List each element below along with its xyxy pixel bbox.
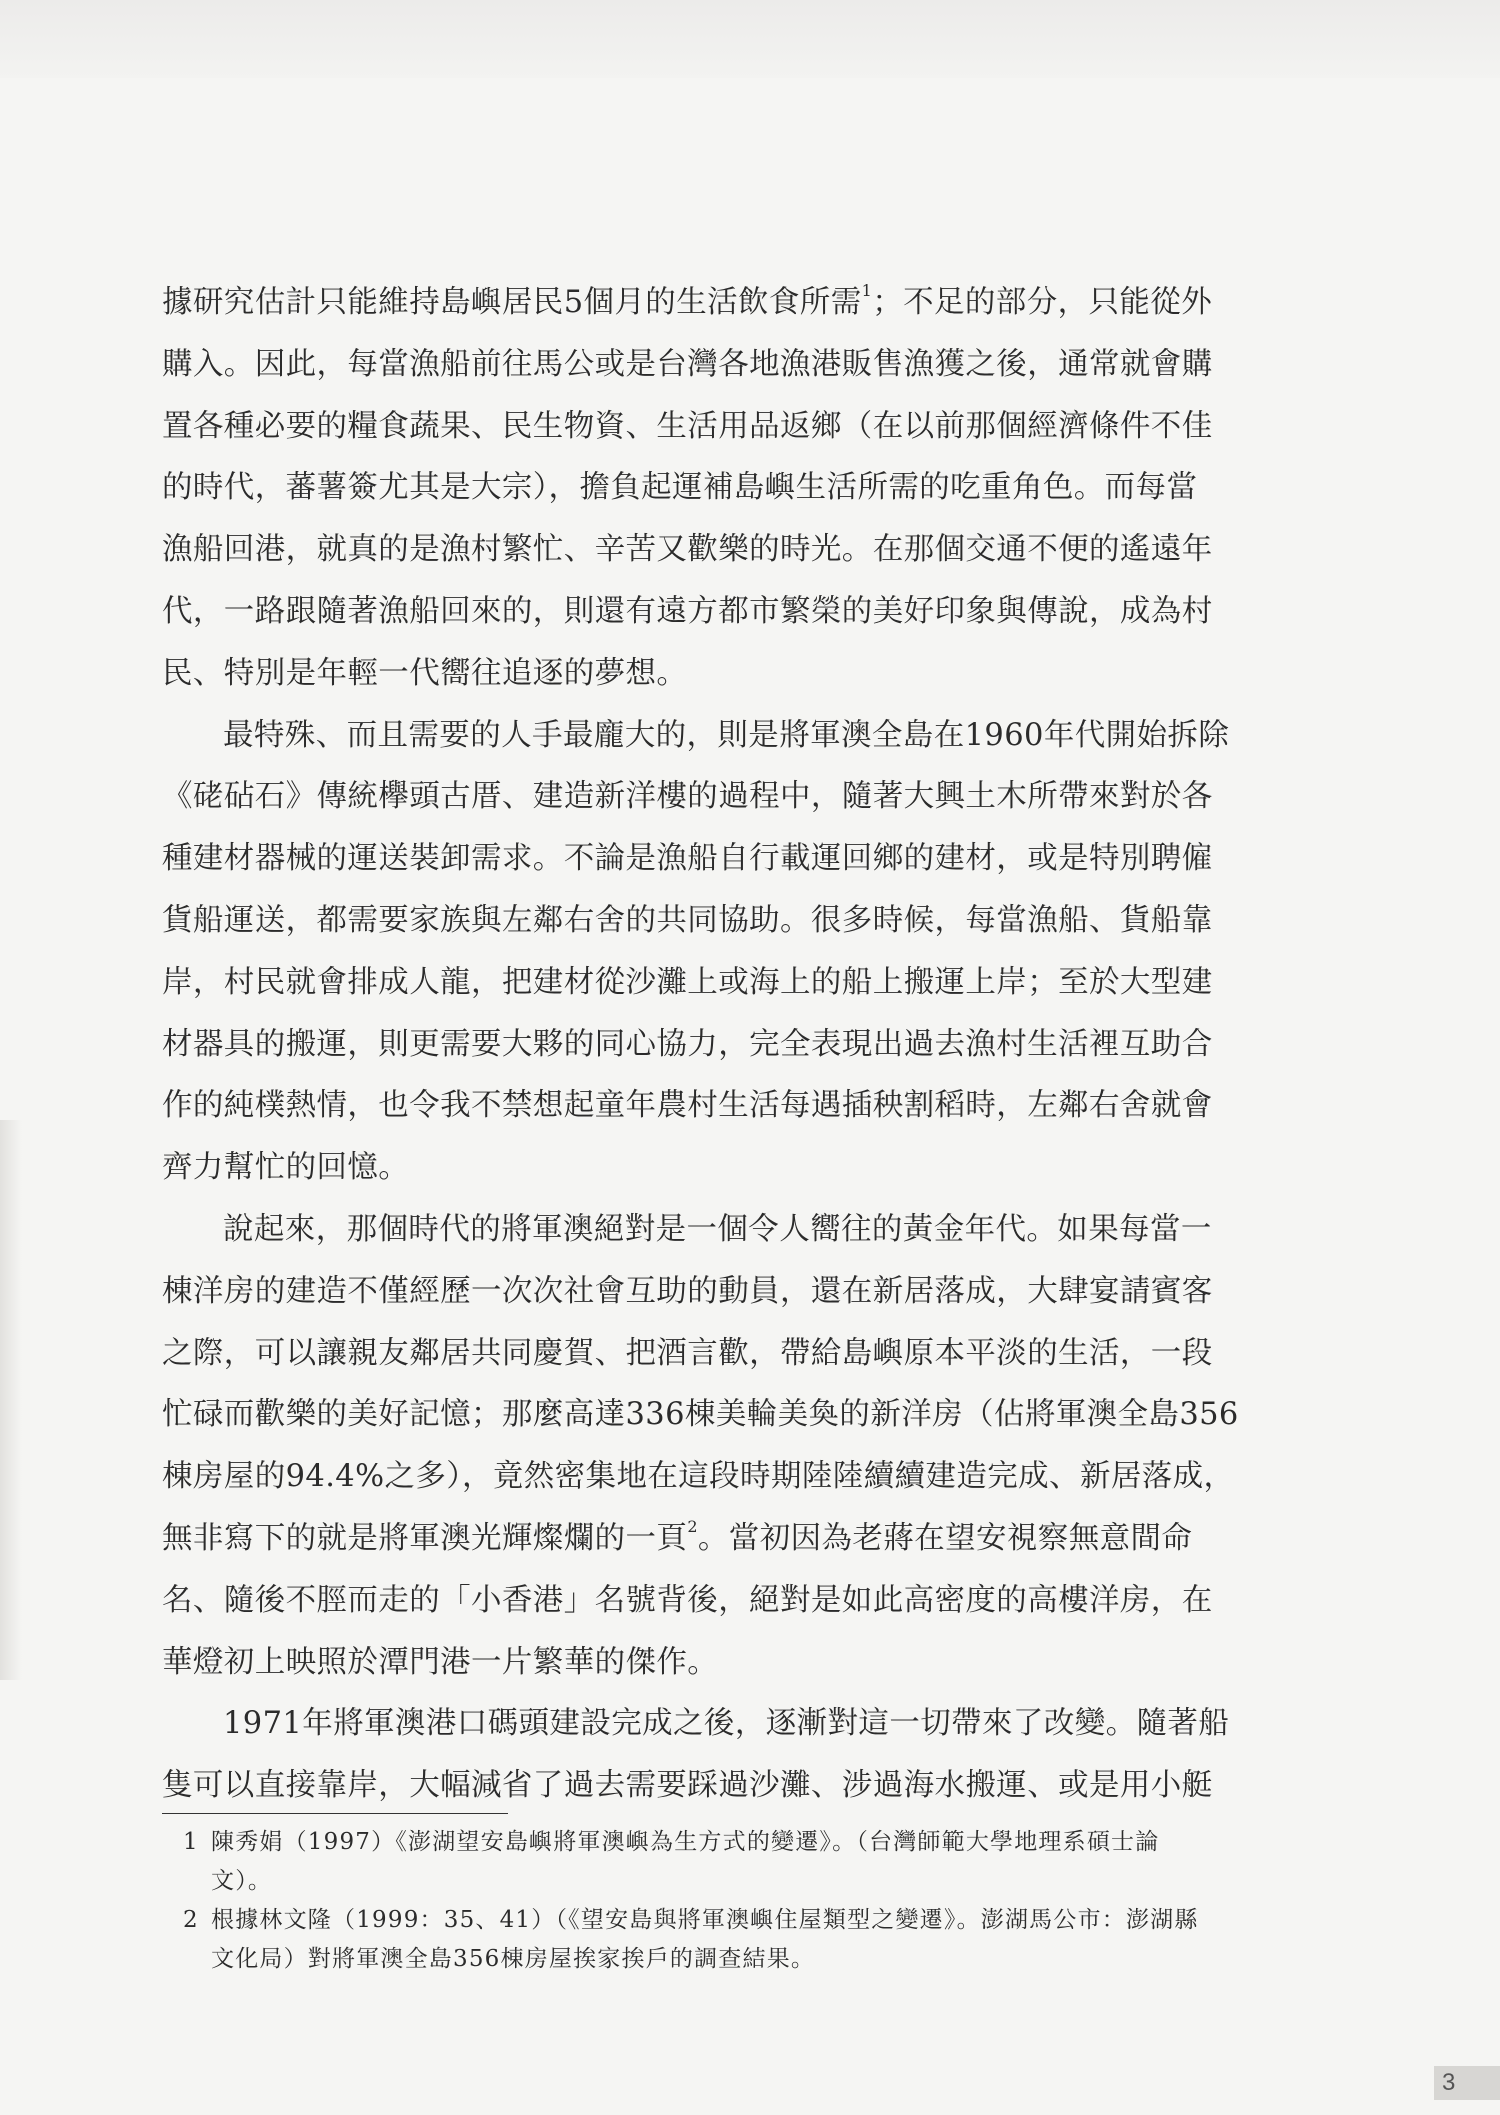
footnote-number: 1 bbox=[183, 1829, 199, 1855]
footnote-text-line: 文化局）對將軍澳全島356棟房屋挨家挨戶的調查結果。 bbox=[211, 1946, 816, 1972]
text-line: 貨船運送，都需要家族與左鄰右舍的共同協助。很多時候，每當漁船、貨船靠 bbox=[162, 902, 1213, 938]
text-line: 忙碌而歡樂的美好記憶；那麼高達336棟美輪美奐的新洋房（佔將軍澳全島356 bbox=[162, 1397, 1239, 1433]
text-line: 置各種必要的糧食蔬果、民生物資、生活用品返鄉（在以前那個經濟條件不佳 bbox=[162, 408, 1213, 444]
text-line: 棟房屋的94.4%之多），竟然密集地在這段時期陸陸續續建造完成、新居落成， bbox=[162, 1459, 1235, 1495]
text-line: 購入。因此，每當漁船前往馬公或是台灣各地漁港販售漁獲之後，通常就會購 bbox=[162, 346, 1213, 382]
footnote-ref-1: 1 bbox=[861, 280, 873, 300]
footnote-number: 2 bbox=[183, 1907, 199, 1933]
body-text bbox=[162, 272, 1280, 1817]
text-line: 棟洋房的建造不僅經歷一次次社會互助的動員，還在新居落成，大肆宴請賓客 bbox=[162, 1273, 1213, 1309]
text-line: 說起來，那個時代的將軍澳絕對是一個令人嚮往的黃金年代。如果每當一 bbox=[223, 1211, 1212, 1247]
text-line: 種建材器械的運送裝卸需求。不論是漁船自行載運回鄉的建材，或是特別聘僱 bbox=[162, 841, 1213, 877]
text-line: 民、特別是年輕一代嚮往追逐的夢想。 bbox=[162, 655, 688, 691]
paragraph-1 bbox=[162, 272, 1280, 705]
text-line: 據研究估計只能維持島嶼居民5個月的生活飲食所需$^1$；不足的部分，只能從外 bbox=[162, 280, 1213, 320]
text-line: 漁船回港，就真的是漁村繁忙、辛苦又歡樂的時光。在那個交通不便的遙遠年 bbox=[162, 532, 1213, 568]
paragraph-4 bbox=[162, 1693, 1280, 1817]
text-line: 代，一路跟隨著漁船回來的，則還有遠方都市繁榮的美好印象與傳說，成為村 bbox=[162, 593, 1213, 629]
text-line: 名、隨後不脛而走的「小香港」名號背後，絕對是如此高密度的高樓洋房，在 bbox=[162, 1582, 1213, 1618]
footnotes bbox=[183, 1823, 1283, 1979]
text-line: 齊力幫忙的回憶。 bbox=[162, 1150, 410, 1186]
scan-top-shadow bbox=[0, 0, 1500, 78]
text-line: 的時代，蕃薯簽尤其是大宗），擔負起運補島嶼生活所需的吃重角色。而每當 bbox=[162, 470, 1198, 506]
text-line: 無非寫下的就是將軍澳光輝燦爛的一頁$^2$。當初因為老蔣在望安視察無意間命 bbox=[162, 1516, 1193, 1556]
text-line: 材器具的搬運，則更需要大夥的同心協力，完全表現出過去漁村生活裡互助合 bbox=[162, 1026, 1213, 1062]
scan-left-edge-shadow bbox=[0, 1120, 22, 1680]
text-line: 1971年將軍澳港口碼頭建設完成之後，逐漸對這一切帶來了改變。隨著船 bbox=[223, 1706, 1230, 1742]
text-line: 《硓砧石》傳統欅頭古厝、建造新洋樓的過程中，隨著大興土木所帶來對於各 bbox=[162, 779, 1213, 815]
footnote-text-line: 陳秀娟（1997）《澎湖望安島嶼將軍澳嶼為生方式的變遷》。（台灣師範大學地理系碩士論 bbox=[211, 1829, 1160, 1855]
text-line: 之際，可以讓親友鄰居共同慶賀、把酒言歡，帶給島嶼原本平淡的生活，一段 bbox=[162, 1335, 1213, 1371]
paragraph-3 bbox=[162, 1199, 1280, 1693]
text-line: 隻可以直接靠岸，大幅減省了過去需要踩過沙灘、涉過海水搬運、或是用小艇 bbox=[162, 1768, 1213, 1804]
text-line: 最特殊、而且需要的人手最龐大的，則是將軍澳全島在1960年代開始拆除 bbox=[223, 717, 1230, 753]
text-line: 華燈初上映照於潭門港一片繁華的傑作。 bbox=[162, 1644, 719, 1680]
footnote-text-line: 根據林文隆（1999：35、41）（《望安島與將軍澳嶼住屋類型之變遷》。澎湖馬公市：澎湖縣 bbox=[211, 1907, 1199, 1933]
footnote-ref-2: 2 bbox=[687, 1516, 698, 1536]
footnote-separator bbox=[162, 1813, 508, 1814]
text-line: 岸，村民就會排成人龍，把建材從沙灘上或海上的船上搬運上岸；至於大型建 bbox=[162, 964, 1213, 1000]
paragraph-2 bbox=[162, 705, 1280, 1199]
footnote-text-line: 文）。 bbox=[211, 1868, 273, 1894]
footnote-1 bbox=[183, 1823, 1283, 1901]
footnote-2 bbox=[183, 1901, 1283, 1979]
page-number: 3 bbox=[1442, 2069, 1456, 2096]
text-line: 作的純樸熱情，也令我不禁想起童年農村生活每遇插秧割稻時，左鄰右舍就會 bbox=[162, 1088, 1213, 1124]
